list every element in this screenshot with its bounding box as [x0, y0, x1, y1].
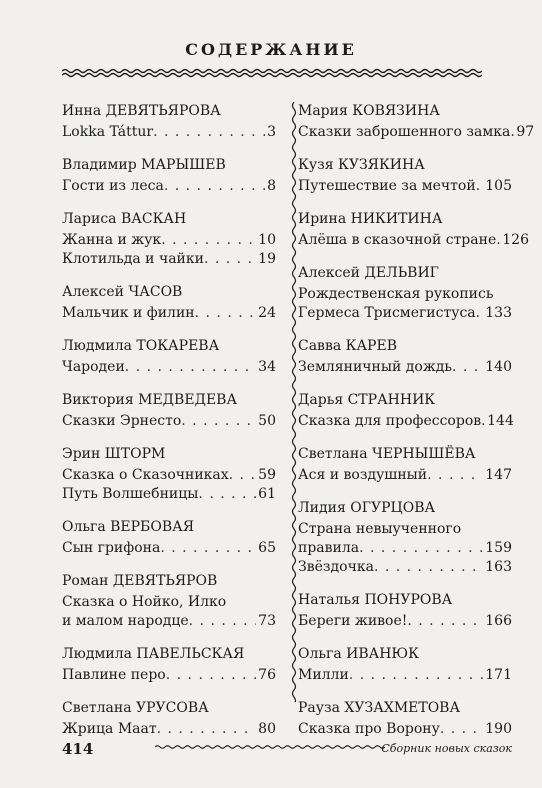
work-title: Lokka Táttur [62, 124, 154, 140]
dot-leader [189, 612, 257, 631]
page-ref: 144 [487, 413, 514, 429]
page-ref: 140 [485, 359, 512, 375]
author-name: Дарья СТРАННИК [298, 392, 436, 408]
toc-entry [62, 645, 276, 685]
work-title: Ася и воздушный [298, 467, 428, 483]
work-title: Жанна и жук [62, 232, 162, 248]
toc-line [298, 177, 512, 196]
author-name: Роман ДЕВЯТЬЯРОВ [62, 573, 218, 589]
dot-leader [153, 123, 265, 142]
author-name: Мария КОВЯЗИНА [298, 103, 440, 119]
toc-entry [62, 391, 276, 431]
dot-leader [440, 720, 483, 739]
page-ref: 50 [258, 413, 276, 429]
toc-line [62, 539, 276, 558]
page-ref: 133 [485, 305, 512, 321]
toc-entry [62, 572, 276, 631]
work-title: Алёша в сказочной стране [298, 232, 497, 248]
toc-right-column [298, 102, 535, 753]
work-title: и малом народце [62, 613, 189, 629]
author-name: Алексей ЧАСОВ [62, 284, 183, 300]
dot-leader [374, 558, 483, 577]
author-name: Людмила ПАВЕЛЬСКАЯ [62, 646, 245, 662]
page-ref: 159 [485, 540, 512, 556]
toc-entry [298, 645, 512, 685]
work-title: Сказка про Ворону [298, 721, 440, 737]
page-title: СОДЕРЖАНИЕ [185, 40, 357, 59]
author-name: Ирина НИКИТИНА [298, 211, 443, 227]
page-ref: 10 [258, 232, 276, 248]
toc-line [298, 720, 512, 739]
page-ref: 80 [258, 721, 276, 737]
author-name: Лариса ВАСКАН [62, 211, 187, 227]
author-name: Светлана УРУСОВА [62, 700, 209, 716]
work-title-line: Сказка о Нойко, Илко [62, 594, 227, 610]
book-name: Сборник новых сказок [381, 742, 512, 755]
work-title: Клотильда и чайки [62, 251, 204, 267]
toc-entry [298, 391, 512, 431]
page-ref: 73 [258, 613, 276, 629]
toc-line [62, 612, 276, 631]
dot-leader [452, 358, 483, 377]
toc-entry [62, 337, 276, 377]
dot-leader [407, 612, 483, 631]
toc-line [62, 666, 276, 685]
page-ref: 166 [485, 613, 512, 629]
title-ornament [62, 66, 482, 80]
dot-leader [164, 177, 265, 196]
page-ref: 34 [258, 359, 276, 375]
dot-leader [229, 466, 257, 485]
page-ref: 59 [258, 467, 276, 483]
toc-left-column [62, 102, 276, 753]
work-title-line: Страна невыученного [298, 521, 462, 537]
author-name: Савва КАРЕВ [298, 338, 397, 354]
work-title: Сказка для профессоров [298, 413, 482, 429]
author-name: Светлана ЧЕРНЫШЁВА [298, 446, 476, 462]
work-title: Жрица Маат [62, 721, 157, 737]
toc-entry [298, 445, 512, 485]
toc-line [298, 358, 512, 377]
toc-line [62, 250, 276, 269]
dot-leader [161, 231, 256, 250]
dot-leader [359, 539, 483, 558]
work-title: Милли [298, 667, 349, 683]
toc-entry [298, 102, 535, 142]
author-name: Кузя КУЗЯКИНА [298, 157, 425, 173]
toc-line [62, 466, 276, 485]
toc-line [298, 123, 535, 142]
toc-line [62, 412, 276, 431]
dot-leader [166, 666, 256, 685]
work-title: Звёздочка [298, 559, 374, 575]
page-ref: 147 [485, 467, 512, 483]
page-ref: 163 [485, 559, 512, 575]
page-ref: 171 [485, 667, 512, 683]
toc-entry [62, 699, 276, 739]
page-ref: 65 [258, 540, 276, 556]
page-ref: 190 [485, 721, 512, 737]
author-name: Инна ДЕВЯТЬЯРОВА [62, 103, 221, 119]
toc-line [62, 177, 276, 196]
author-name: Лидия ОГУРЦОВА [298, 500, 436, 516]
page-ref: 76 [258, 667, 276, 683]
work-title: Мальчик и филин [62, 305, 195, 321]
toc-line [298, 612, 512, 631]
toc-line [298, 558, 512, 577]
page-ref: 19 [258, 251, 276, 267]
author-name: Эрин ШТОРМ [62, 446, 166, 462]
dot-leader [181, 412, 256, 431]
author-name: Рауза ХУЗАХМЕТОВА [298, 700, 461, 716]
author-name: Ольга ВЕРБОВАЯ [62, 519, 195, 535]
dot-leader [476, 304, 484, 323]
toc-entry [298, 499, 512, 577]
work-title: Путешествие за мечтой [298, 178, 476, 194]
dot-leader [476, 177, 484, 196]
toc-line [62, 231, 276, 250]
toc-line [62, 485, 276, 504]
toc-line [62, 720, 276, 739]
toc-line [298, 304, 512, 323]
work-title-line: Рождественская рукопись [298, 286, 494, 302]
toc-line [298, 231, 529, 250]
toc-entry [298, 264, 512, 323]
dot-leader [427, 466, 483, 485]
author-name: Владимир МАРЫШЕВ [62, 157, 226, 173]
work-title: Сказки Эрнесто [62, 413, 182, 429]
page-ref: 105 [485, 178, 512, 194]
work-title: Путь Волшебницы [62, 486, 199, 502]
toc-entry [62, 156, 276, 196]
page-ref: 24 [258, 305, 276, 321]
page-ref: 3 [267, 124, 276, 140]
toc-line [62, 304, 276, 323]
work-title: Чародеи [62, 359, 125, 375]
work-title: Павлине перо [62, 667, 166, 683]
toc-entry [298, 699, 512, 739]
work-title: Сказки заброшенного замка [298, 124, 511, 140]
page-ref: 126 [502, 232, 529, 248]
page-ref: 97 [516, 124, 535, 140]
dot-leader [160, 539, 256, 558]
toc-line [298, 666, 512, 685]
page-number: 414 [62, 740, 94, 758]
footer-ornament [155, 742, 385, 752]
toc-line [298, 412, 512, 431]
dot-leader [125, 358, 256, 377]
author-name: Ольга ИВАНЮК [298, 646, 419, 662]
author-name: Людмила ТОКАРЕВА [62, 338, 220, 354]
toc-entry [62, 210, 276, 269]
toc-entry [62, 518, 276, 558]
work-title: правила [298, 540, 360, 556]
dot-leader [157, 720, 257, 739]
toc-entry [298, 156, 512, 196]
dot-leader [204, 250, 256, 269]
work-title: Сказка о Сказочниках [62, 467, 229, 483]
author-name: Наталья ПОНУРОВА [298, 592, 453, 608]
dot-leader [195, 304, 257, 323]
work-title: Земляничный дождь [298, 359, 452, 375]
toc-line [62, 358, 276, 377]
work-title: Сын грифона [62, 540, 161, 556]
page-ref: 61 [258, 486, 276, 502]
work-title: Гости из леса [62, 178, 164, 194]
toc-entry [298, 337, 512, 377]
author-name: Алексей ДЕЛЬВИГ [298, 265, 439, 281]
page-ref: 8 [267, 178, 276, 194]
work-title: Гермеса Трисмегистуса [298, 305, 476, 321]
toc-line [298, 466, 512, 485]
dot-leader [198, 485, 256, 504]
author-name: Виктория МЕДВЕДЕВА [62, 392, 238, 408]
toc-entry [298, 591, 512, 631]
toc-line [298, 539, 512, 558]
toc-entry [62, 283, 276, 323]
toc-entry [62, 102, 276, 142]
work-title: Береги живое! [298, 613, 408, 629]
toc-line [62, 123, 276, 142]
toc-entry [298, 210, 529, 250]
dot-leader [349, 666, 483, 685]
toc-entry [62, 445, 276, 504]
